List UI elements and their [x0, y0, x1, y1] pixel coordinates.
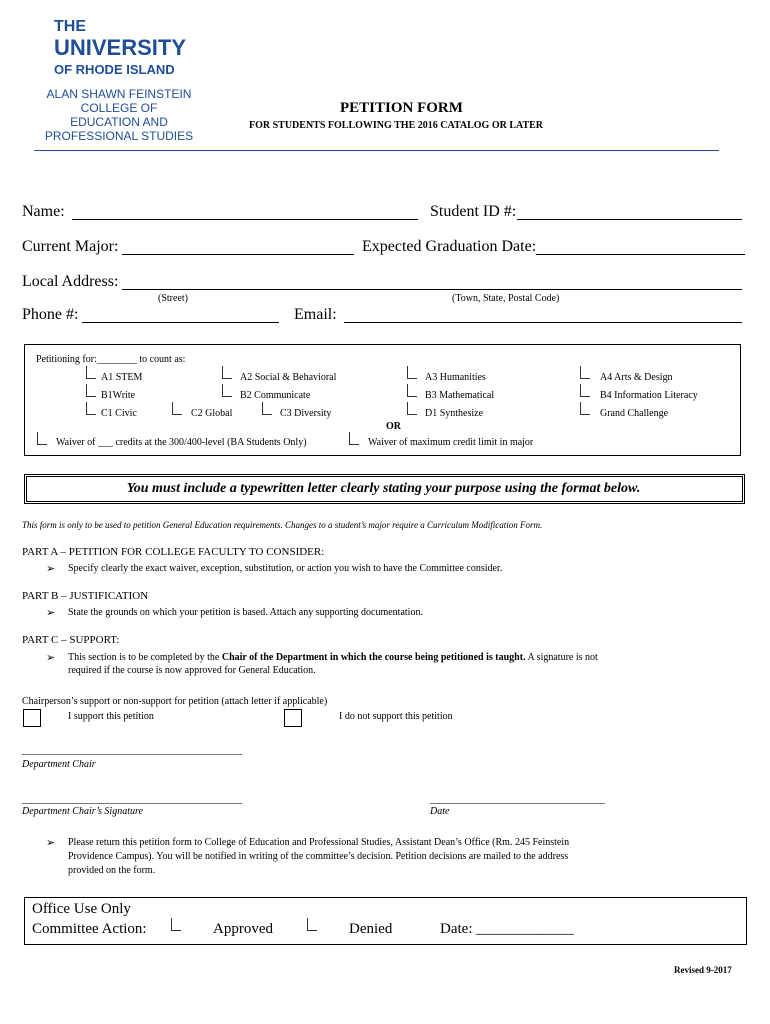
part-c-bullet-line2: required if the course is now approved for General Education. [68, 665, 316, 676]
option-a2: A2 Social & Behavioral [240, 372, 337, 383]
office-date[interactable]: Date: _____________ [440, 921, 574, 937]
checkbox-b1[interactable] [86, 384, 96, 397]
college-line-1: ALAN SHAWN FEINSTEIN [46, 87, 192, 101]
approved-checkbox[interactable] [171, 918, 181, 931]
student-id-label: Student ID #: [430, 203, 517, 220]
checkbox-d1[interactable] [407, 402, 417, 415]
checkbox-b4[interactable] [580, 384, 590, 397]
support-checkbox[interactable] [23, 709, 41, 727]
option-a4: A4 Arts & Design [600, 372, 673, 383]
logo-line-2: UNIVERSITY [54, 35, 187, 60]
checkbox-waiver-credits[interactable] [37, 432, 47, 445]
name-field[interactable] [72, 219, 418, 220]
email-label: Email: [294, 306, 337, 323]
denied-checkbox[interactable] [307, 918, 317, 931]
option-c1: C1 Civic [101, 408, 137, 419]
form-subtitle: FOR STUDENTS FOLLOWING THE 2016 CATALOG OR LATER [249, 120, 544, 131]
support-text: I support this petition [68, 711, 154, 722]
denied-label: Denied [349, 921, 393, 937]
checkbox-a1[interactable] [86, 366, 96, 379]
part-a-bullet: Specify clearly the exact waiver, exception, substitution, or action you wish to have the Committee consider. [68, 563, 503, 574]
part-a-arrow: ➢ [46, 563, 56, 575]
no-support-text: I do not support this petition [339, 711, 453, 722]
local-address-field[interactable] [122, 289, 742, 290]
current-major-label: Current Major: [22, 238, 119, 255]
part-c-bullet-post: A signature is not [527, 652, 598, 663]
no-support-checkbox[interactable] [284, 709, 302, 727]
option-a1: A1 STEM [101, 372, 143, 383]
part-c-bullet [68, 652, 598, 663]
disclaimer: This form is only to be used to petition General Education requirements. Changes to a student’s major require a Curriculum Modification Form. [22, 520, 543, 530]
office-use-title: Office Use Only [32, 901, 131, 917]
phone-field[interactable] [82, 322, 279, 323]
college-line-4: PROFESSIONAL STUDIES [44, 129, 194, 143]
checkbox-c2[interactable] [172, 402, 182, 415]
committee-action-label: Committee Action: [32, 921, 147, 937]
return-note-line2: Providence Campus). You will be notified in writing of the committee’s decision. Petition decisions are mailed to the address [68, 851, 569, 862]
checkbox-a4[interactable] [580, 366, 590, 379]
option-c2: C2 Global [191, 408, 233, 419]
checkbox-b3[interactable] [407, 384, 417, 397]
petitioning-for-label: Petitioning for:________ to count as: [36, 354, 186, 365]
email-field[interactable] [344, 322, 742, 323]
return-note-arrow: ➢ [46, 837, 56, 849]
or-label: OR [386, 421, 401, 432]
approved-label: Approved [213, 921, 273, 937]
waiver-credits-label: Waiver of ___ credits at the 300/400-level (BA Students Only) [56, 437, 307, 448]
revised-note: Revised 9-2017 [674, 965, 732, 975]
part-c-arrow: ➢ [46, 652, 56, 664]
support-label: Chairperson’s support or non-support for petition (attach letter if applicable) [22, 696, 328, 707]
phone-label: Phone #: [22, 306, 79, 323]
town-hint: (Town, State, Postal Code) [452, 293, 560, 304]
dept-chair-sig-label: Department Chair’s Signature [22, 806, 143, 817]
uri-logo [34, 18, 204, 77]
checkbox-waiver-max[interactable] [349, 432, 359, 445]
return-note-line1: Please return this petition form to College of Education and Professional Studies, Assistant Dean’s Office (Rm. 245 Feinstein [68, 837, 570, 848]
option-a3: A3 Humanities [425, 372, 486, 383]
checkbox-c3[interactable] [262, 402, 272, 415]
part-c-bullet-pre: This section is to be completed by the [68, 652, 220, 663]
local-address-label: Local Address: [22, 273, 119, 290]
part-c-bullet-bold: Chair of the Department in which the course being petitioned is taught. [221, 652, 526, 663]
option-grand-challenge: Grand Challenge [600, 408, 669, 419]
part-b-arrow: ➢ [46, 607, 56, 619]
option-d1: D1 Synthesize [425, 408, 484, 419]
dept-chair-line[interactable]: ____________________________________________ [22, 745, 242, 756]
return-note-line3: provided on the form. [68, 865, 156, 876]
notice-text: You must include a typewritten letter clearly stating your purpose using the format below. [126, 481, 641, 496]
part-a-heading: PART A – PETITION FOR COLLEGE FACULTY TO CONSIDER: [22, 546, 325, 558]
option-b4: B4 Information Literacy [600, 390, 698, 401]
checkbox-a2[interactable] [222, 366, 232, 379]
expected-grad-label: Expected Graduation Date: [362, 238, 537, 255]
form-title: PETITION FORM [340, 100, 463, 116]
option-b3: B3 Mathematical [425, 390, 495, 401]
option-b1: B1Write [101, 390, 136, 401]
part-c-heading: PART C – SUPPORT: [22, 634, 120, 646]
date-sig-line[interactable]: ___________________________________ [430, 794, 605, 805]
checkbox-grand-challenge[interactable] [580, 402, 590, 415]
student-id-field[interactable] [517, 219, 742, 220]
college-name [30, 87, 208, 143]
college-line-3: EDUCATION AND [70, 115, 168, 129]
current-major-field[interactable] [122, 254, 354, 255]
option-b2: B2 Communicate [240, 390, 311, 401]
checkbox-b2[interactable] [222, 384, 232, 397]
street-hint: (Street) [158, 293, 188, 304]
checkbox-c1[interactable] [86, 402, 96, 415]
part-b-heading: PART B – JUSTIFICATION [22, 590, 149, 602]
waiver-max-label: Waiver of maximum credit limit in major [368, 437, 534, 448]
checkbox-a3[interactable] [407, 366, 417, 379]
expected-grad-field[interactable] [536, 254, 745, 255]
dept-chair-label: Department Chair [22, 759, 96, 770]
logo-line-3: OF RHODE ISLAND [54, 62, 175, 77]
dept-chair-sig-line[interactable]: ____________________________________________ [22, 794, 242, 805]
option-c3: C3 Diversity [280, 408, 332, 419]
date-sig-label: Date [430, 806, 450, 817]
part-b-bullet: State the grounds on which your petition is based. Attach any supporting documentation. [68, 607, 423, 618]
name-label: Name: [22, 203, 65, 220]
header-rule [34, 150, 719, 151]
logo-line-1: THE [54, 18, 86, 35]
college-line-2: COLLEGE OF [80, 101, 158, 115]
